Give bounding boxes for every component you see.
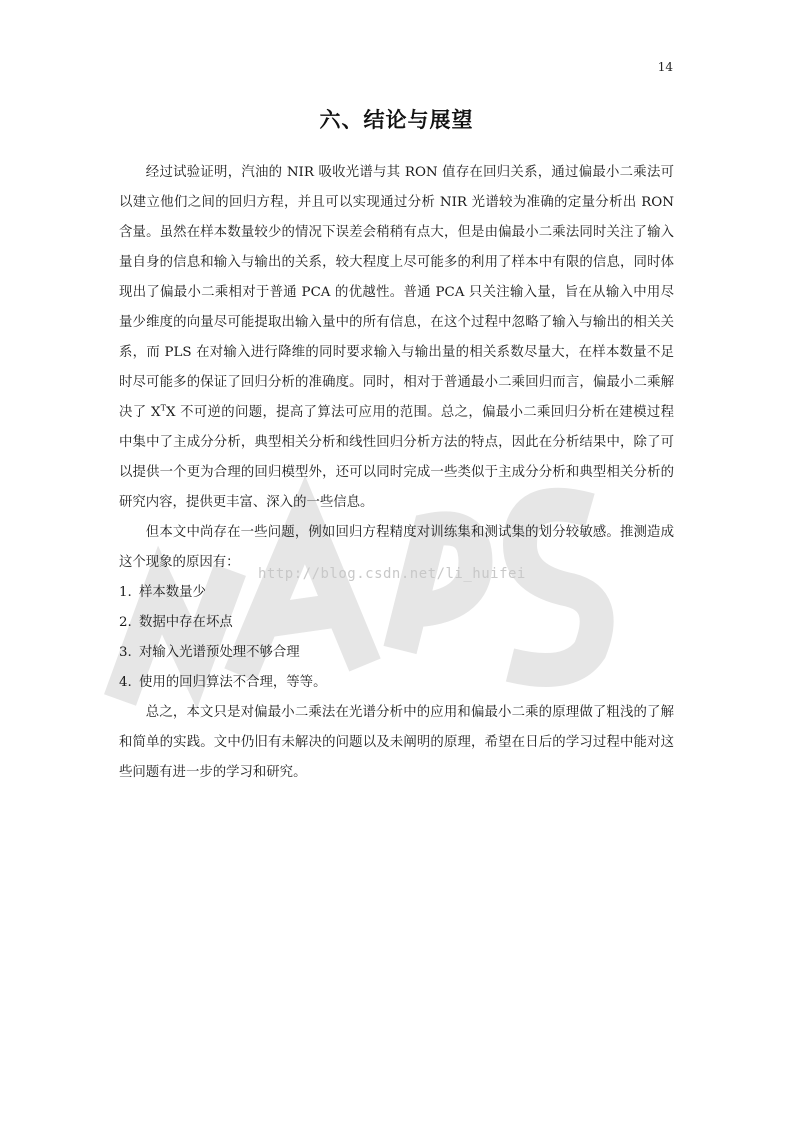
watermark-url: http://blog.csdn.net/li_huifei xyxy=(258,566,526,582)
paragraph-summary: 总之，本文只是对偏最小二乘法在光谱分析中的应用和偏最小二乘的原理做了粗浅的了解和简单的实践。文中仍旧有未解决的问题以及未阐明的原理，希望在日后的学习过程中能对这些问题有进一步的学习和研究。 xyxy=(119,705,674,780)
list-text: 使用的回归算法不合理，等等。 xyxy=(139,675,327,690)
list-number: 3. xyxy=(119,645,132,660)
list-number: 4. xyxy=(119,675,132,690)
paragraph-conclusion xyxy=(119,158,674,518)
list-text: 数据中存在坏点 xyxy=(139,615,233,630)
list-item xyxy=(119,668,674,698)
paragraph-conclusion-part1: 经过试验证明，汽油的 NIR 吸收光谱与其 RON 值存在回归关系，通过偏最小二乘法可以建立他们之间的回归方程，并且可以实现通过分析 NIR 光谱较为准确的定量分析出 RON 含量。虽然在样本数量较少的情况下误差会稍稍有点大，但是由偏最小二乘法同时关注了输入量自身的信息和输入与输出的关系，较大程度上尽可能多的利用了样本中有限的信息，同时体现出了偏最小二乘相对于普通 PCA 的优越性。普通 PCA 只关注输入量，旨在从输入中用尽量少维度的向量尽可能提取出输入量中的所有信息，在这个过程中忽略了输入与输出的相关关系，而 PLS 在对输入进行降维的同时要求输入与输出量的相关系数尽量大，在样本数量不足时尽可能多的保证了回归分析的准确度。同时，相对于普通最小二乘回归而言，偏最小二乘解决了 X xyxy=(119,165,674,420)
list-item xyxy=(119,608,674,638)
paragraph-issues: 但本文中尚存在一些问题，例如回归方程精度对训练集和测试集的划分较敏感。推测造成这个现象的原因有： xyxy=(119,525,674,570)
list-number: 1. xyxy=(119,585,132,600)
list-item xyxy=(119,638,674,668)
superscript-t: T xyxy=(160,403,166,413)
issues-list xyxy=(119,578,674,698)
list-text: 对输入光谱预处理不够合理 xyxy=(139,645,300,660)
list-text: 样本数量少 xyxy=(139,585,206,600)
page-title: 六、结论与展望 xyxy=(319,108,474,132)
list-number: 2. xyxy=(119,615,132,630)
page-number: 14 xyxy=(657,60,673,74)
list-item xyxy=(119,578,674,608)
paragraph-conclusion-part2: X 不可逆的问题，提高了算法可应用的范围。总之，偏最小二乘回归分析在建模过程中集中了主成分分析，典型相关分析和线性回归分析方法的特点，因此在分析结果中，除了可以提供一个更为合理的回归模型外，还可以同时完成一些类似于主成分分析和典型相关分析的研究内容，提供更丰富、深入的一些信息。 xyxy=(119,405,674,510)
body-text xyxy=(119,158,674,788)
